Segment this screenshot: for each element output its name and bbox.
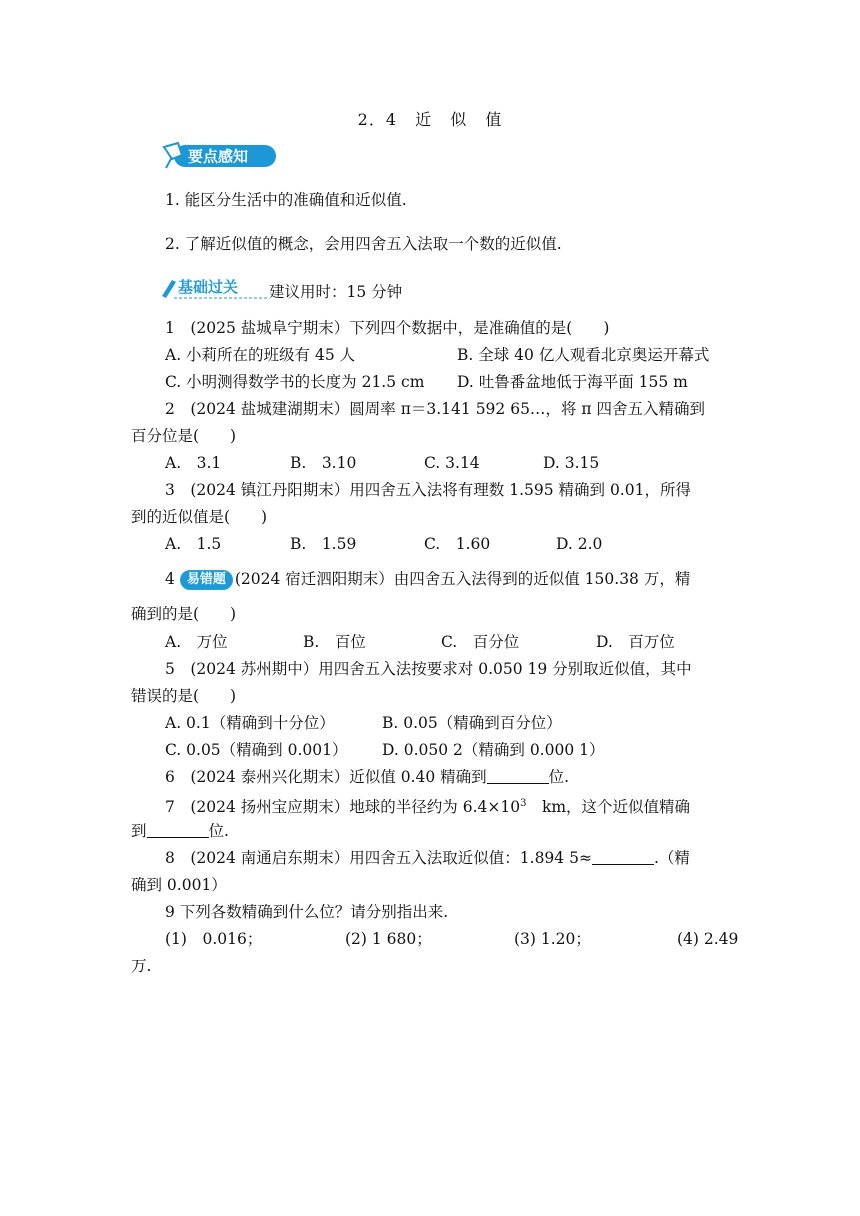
basic-practice-badge <box>160 276 270 300</box>
point-2: 2. 了解近似值的概念，会用四舍五入法取一个数的近似值. <box>165 235 562 253</box>
q7-answer-blank[interactable] <box>147 823 209 838</box>
q2-option-c: C. 3.14 <box>424 454 480 472</box>
q1-stem: 1 (2025 盐城阜宁期末）下列四个数据中，是准确值的是( ) <box>165 319 610 337</box>
key-points-label: 要点感知 <box>188 147 249 166</box>
q4-stem-line1 <box>165 569 690 590</box>
q3-option-b: B. 1.59 <box>290 535 357 553</box>
q8-answer-blank[interactable] <box>592 850 654 865</box>
q7-stem-text-b: km，这个近似值精确 <box>526 798 691 817</box>
q3-stem-line2: 到的近似值是( ) <box>131 508 268 526</box>
title-word-1: 近 <box>415 110 433 129</box>
q7-stem-text: 7 (2024 扬州宝应期末）地球的半径约为 6.4×10 <box>165 798 521 817</box>
q9-line2: 万. <box>131 957 152 975</box>
q8-stem-text: 8 (2024 南通启东期末）用四舍五入法取近似值：1.894 5≈ <box>165 849 592 867</box>
error-prone-tag: 易错题 <box>180 570 233 590</box>
q6-stem-text: 6 (2024 泰州兴化期末）近似值 0.40 精确到 <box>165 768 487 786</box>
title-word-2: 似 <box>450 110 468 129</box>
q9-part-3: (3) 1.20； <box>514 930 591 948</box>
q1-option-c: C. 小明测得数学书的长度为 21.5 cm <box>165 373 425 391</box>
q1-option-b: B. 全球 40 亿人观看北京奥运开幕式 <box>457 346 710 364</box>
q1-option-a: A. 小莉所在的班级有 45 人 <box>165 346 356 364</box>
q2-stem-line2: 百分位是( ) <box>131 427 237 445</box>
q3-option-a: A. 1.5 <box>165 535 222 553</box>
q4-option-d: D. 百万位 <box>596 633 675 651</box>
q5-option-b: B. 0.05（精确到百分位） <box>382 714 562 732</box>
q2-option-a: A. 3.1 <box>165 454 222 472</box>
q6-stem <box>165 767 569 787</box>
q4-option-a: A. 万位 <box>165 633 228 651</box>
q7-exponent: 3 <box>520 798 527 809</box>
q5-stem-line2: 错误的是( ) <box>131 687 237 705</box>
key-points-badge <box>160 141 278 171</box>
q7-line2-start: 到 <box>131 822 147 840</box>
q4-option-c: C. 百分位 <box>441 633 520 651</box>
q3-stem-line1: 3 (2024 镇江丹阳期末）用四舍五入法将有理数 1.595 精确到 0.01，所得 <box>165 481 691 499</box>
q7-stem-line1 <box>165 794 690 817</box>
suggested-time: 建议用时：15 分钟 <box>269 283 403 301</box>
q5-option-c: C. 0.05（精确到 0.001） <box>165 741 348 759</box>
basic-practice-label: 基础过关 <box>178 278 239 296</box>
q8-stem-line1 <box>165 848 690 868</box>
q4-option-b: B. 百位 <box>303 633 366 651</box>
page-title <box>0 107 860 130</box>
q2-option-d: D. 3.15 <box>543 454 600 472</box>
q8-stem-end: .（精 <box>653 849 690 867</box>
q3-option-d: D. 2.0 <box>556 535 603 553</box>
q7-line2-end: 位. <box>208 822 229 840</box>
q8-stem-line2: 确到 0.001） <box>131 876 227 894</box>
q2-option-b: B. 3.10 <box>290 454 357 472</box>
q6-stem-end: 位. <box>548 768 570 786</box>
q4-number: 4 <box>165 570 175 588</box>
q9-stem: 9 下列各数精确到什么位？请分别指出来. <box>165 903 449 921</box>
q5-option-d: D. 0.050 2（精确到 0.000 1） <box>382 741 605 759</box>
q9-part-4: (4) 2.49 <box>677 930 739 948</box>
q2-stem-line1: 2 (2024 盐城建湖期末）圆周率 π＝3.141 592 65…，将 π 四舍五入精确到 <box>165 400 705 418</box>
title-number: 2．4 <box>357 110 398 129</box>
q9-part-1: (1) 0.016； <box>165 930 263 948</box>
q3-option-c: C. 1.60 <box>424 535 491 553</box>
q4-stem-text: (2024 宿迁泗阳期末）由四舍五入法得到的近似值 150.38 万，精 <box>234 570 691 588</box>
pencil-icon <box>162 280 176 298</box>
q9-part-2: (2) 1 680； <box>345 930 432 948</box>
q1-option-d: D. 吐鲁番盆地低于海平面 155 m <box>457 373 688 391</box>
title-word-3: 值 <box>485 110 503 129</box>
q7-stem-line2 <box>131 821 229 841</box>
q5-option-a: A. 0.1（精确到十分位） <box>165 714 335 732</box>
point-1: 1. 能区分生活中的准确值和近似值. <box>165 191 407 209</box>
q5-stem-line1: 5 (2024 苏州期中）用四舍五入法按要求对 0.050 19 分别取近似值，其中 <box>165 660 692 678</box>
q6-answer-blank[interactable] <box>487 769 549 784</box>
q4-stem-line2: 确到的是( ) <box>131 605 237 623</box>
